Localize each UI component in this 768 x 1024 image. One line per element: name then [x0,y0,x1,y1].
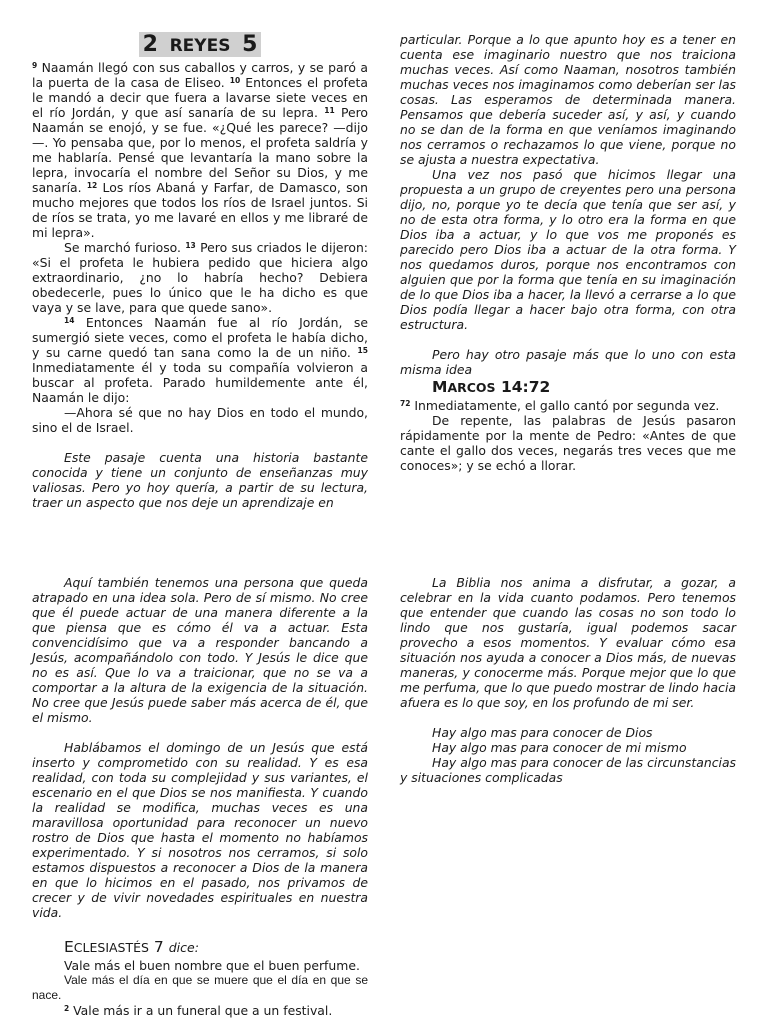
scripture-heading [400,378,736,397]
verse-number: 72 [400,399,411,408]
verse-text: Pero sus criados le dijeron: «Si el profeta le hubiera pedido que hiciera algo extraordinario, ¿no lo habría hecho? Debiera obedecerle, pues lo único que le ha dicho es que vaya y se lave, para que quede sano». [32,240,368,315]
verse-text: Entonces el profeta le mandó a decir que fuera a lavarse siete veces en el río Jordán, y que así sanaría de su lepra. [32,75,368,120]
verse-text: Se marchó furioso. [64,240,181,255]
top-right-column [400,32,736,473]
reflection-line: Hay algo mas para conocer de las circunstancias y situaciones complicadas [400,755,736,785]
commentary-paragraph: Este pasaje cuenta una historia bastante conocida y tiene un conjunto de enseñanzas muy valiosas. Pero yo hoy quería, a partir de su lectura, traer un aspecto que nos deje un aprendizaje en [32,450,368,510]
page-title [32,32,368,59]
commentary-paragraph: particular. Porque a lo que apunto hoy es a tener en cuenta ese imaginario nuestro que nos traiciona muchas veces. Así como Naaman, nosotros también muchas veces nos imaginamos como deberían ser las cosas. Las esperamos de determinada manera. Pensamos que debería suceder así, y así, y cuando no se dan de la forma en que veníamos imaginando nos cerramos o rechazamos lo que viene, porque no se ajusta a nuestra expectativa. [400,32,736,167]
verse-text: Vale más ir a un funeral que a un festival. [73,1003,333,1018]
verse-number: 15 [357,346,368,355]
verse-text: Inmediatamente, el gallo cantó por segunda vez. [414,398,720,413]
scripture-paragraph: De repente, las palabras de Jesús pasaron rápidamente por la mente de Pedro: «Antes de que cante el gallo dos veces, negarás tres veces que me conoces»; y se echó a llorar. [400,413,736,473]
heading-initial: M [432,378,448,396]
verse-text: Inmediatamente él y toda su compañía volvieron a buscar al profeta. Parado humildemente ante él, Naamán le dijo: [32,360,368,405]
scripture-paragraph [32,240,368,315]
verse-number: 13 [185,241,196,250]
title-book-name: REYES [169,36,231,56]
title-chapter: 5 [242,32,258,57]
scripture-paragraph: Vale más el buen nombre que el buen perfume. [64,958,360,973]
verse-text: Los ríos Abaná y Farfar, de Damasco, son mucho mejores que todos los ríos de Israel juntos. Si de ríos se trata, yo me lavaré en ellos y me libraré de mi lepra». [32,180,368,240]
scripture-paragraph [32,1003,368,1018]
heading-reference: 14:72 [500,378,551,396]
verse-number: 14 [64,316,75,325]
heading-initial: E [64,938,74,956]
verse-number: 10 [229,76,241,85]
verse-text: Naamán llegó con sus caballos y carros, y se paró a la puerta de la casa de Eliseo. [32,60,368,90]
scripture-heading [32,938,368,957]
verse-number: 9 [32,61,38,70]
heading-note: dice: [168,940,199,955]
commentary-paragraph: Hablábamos el domingo de un Jesús que está inserto y comprometido con su realidad. Y es esa realidad, con toda su complejidad y sus variantes, el escenario en el que Dios se nos manifiesta. Y cuando la realidad se modifica, muchas veces es una maravillosa oportunidad para reconocer un nuevo rostro de Dios que hasta el momento no habíamos experimentado. Y si nosotros nos cerramos, si solo estamos dispuestos a reconocer a Dios de la manera en que lo hicimos en el pasado, nos privamos de crecer y de vivir novedades espirituales en nuestra vida. [32,740,368,920]
commentary-paragraph: Aquí también tenemos una persona que queda atrapado en una idea sola. Pero de sí mismo. No cree que él puede actuar de una manera diferente a la que piensa que es cómo él va a actuar. Esta convencidísimo que va a responder bancando a Jesús, acompañándolo con todo. Y Jesús le dice que no es así. Que lo va a traicionar, que no se va a comportar a la altura de la exigencia de la situación. No cree que Jesús puede saber más acerca de él, que el mismo. [32,575,368,725]
scripture-paragraph [400,398,736,413]
verse-text: Pero Naamán se enojó, y se fue. «¿Qué les parece? —dijo—. Yo pensaba que, por lo menos, el profeta saldría y me hablaría. Pensé que levantaría la mano sobre la lepra, invocaría el nombre del Señor su Dios, y me sanaría. [32,105,368,195]
bottom-left-column [32,575,368,1018]
title-book-number: 2 [142,32,158,57]
commentary-paragraph: Pero hay otro pasaje más que lo uno con esta misma idea [400,347,736,377]
heading-book: ARCOS [447,380,496,395]
heading-reference: 7 [153,938,164,956]
commentary-paragraph: La Biblia nos anima a disfrutar, a gozar, a celebrar en la vida cuanto podamos. Pero tenemos que entender que cuando las cosas no son todo lo lindo que nos gustaría, igual podemos sacar provecho a esos momentos. Y evaluar cómo esa situación nos ayuda a conocer a Dios más, de nuevas maneras, y conocerme más. Porque mejor que lo que me perfuma, que lo que puedo mostrar de lindo hacia afuera es lo que soy, en los profundo de mi ser. [400,575,736,710]
scripture-paragraph [32,60,368,240]
verse-text: Entonces Naamán fue al río Jordán, se sumergió siete veces, como el profeta le había dicho, y su carne quedó tan sana como la de un niño. [32,315,368,360]
top-left-column [32,32,368,510]
scripture-quote: —Ahora sé que no hay Dios en todo el mundo, sino el de Israel. [32,405,368,435]
verse-number: 2 [64,1004,70,1013]
reflection-line: Hay algo mas para conocer de mi mismo [432,740,687,755]
commentary-paragraph: Una vez nos pasó que hicimos llegar una propuesta a un grupo de creyentes pero una persona dijo, no, porque yo te decía que tenía que ser así, y no de esta otra forma, y lo otro era la forma en que Dios iba a actuar, y lo que vos me proponés es parecido pero Dios iba a actuar de la otra forma. Y nos quedamos duros, porque nos encontramos con alguien que por la forma que tenía en su imaginación de lo que Dios iba a hacer, la llevó a cerrarse a lo que Dios podía llegar a hacer bajo otra forma, con otra estructura. [400,167,736,332]
scripture-paragraph [32,315,368,405]
reflection-line: Hay algo mas para conocer de Dios [432,725,653,740]
verse-number: 11 [324,106,335,115]
verse-number: 12 [86,181,98,190]
heading-book: CLESIASTÉS [73,940,149,955]
bottom-right-column [400,575,736,785]
scripture-paragraph: Vale más el día en que se muere que el día en que se nace. [32,973,368,1002]
